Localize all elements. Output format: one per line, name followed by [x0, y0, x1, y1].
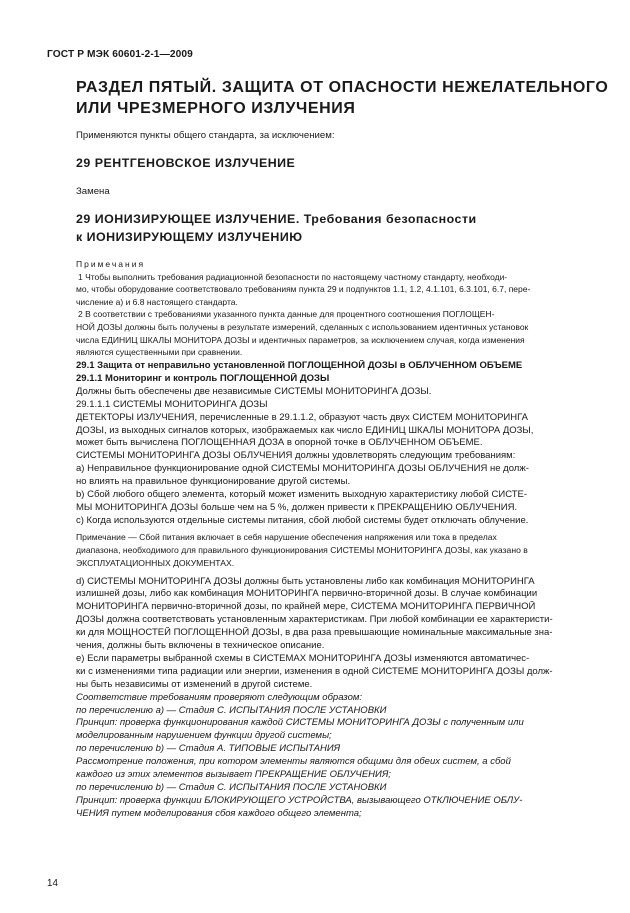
compliance-line: по перечислению b) — Стадия С. ИСПЫТАНИЯ ПОСЛЕ УСТАНОВКИ: [76, 782, 387, 793]
clause-heading: 29 РЕНТГЕНОВСКОЕ ИЗЛУЧЕНИЕ: [76, 156, 296, 170]
body-line: ДОЗЫ должна соответствовать установленным характеристикам. При любой комбинации ее характеристи-: [76, 614, 553, 626]
note-line: числа ЕДИНИЦ ШКАЛЫ МОНИТОРА ДОЗЫ и идентичных параметров, за исключением случая, когда изменения: [76, 334, 525, 345]
compliance-line: Рассмотрение положения, при котором элементы являются общими для обеих систем, а сбой: [76, 756, 511, 768]
section-intro: Применяются пункты общего стандарта, за исключением:: [76, 130, 335, 141]
compliance-line: Соответствие требованиям проверяют следующим образом:: [76, 691, 363, 703]
body-line: е) Если параметры выбранной схемы в СИСТЕМАХ МОНИТОРИНГА ДОЗЫ изменяются автоматичес-: [76, 652, 530, 664]
body-line: излишней дозы, либо как комбинация МОНИТОРИНГА первично-вторичной дозы. В случае комбинации: [76, 588, 538, 600]
body-line: d) СИСТЕМЫ МОНИТОРИНГА ДОЗЫ должны быть установлены либо как комбинация МОНИТОРИНГА: [76, 575, 535, 587]
body-line: чения, должны быть включены в техническое описание.: [76, 640, 325, 652]
body-line: МЫ МОНИТОРИНГА ДОЗЫ больше чем на 5 %, должен привести к ПРЕКРАЩЕНИЮ ОБЛУЧЕНИЯ.: [76, 501, 518, 513]
body-line: МОНИТОРИНГА первично-вторичной дозы, по крайней мере, СИСТЕМА МОНИТОРИНГА ПЕРВИЧНОЙ: [76, 601, 536, 613]
note-line: НОЙ ДОЗЫ должны быть получены в результате измерений, сделанных с использованием идентичных установок: [76, 321, 529, 332]
replace-label: Замена: [76, 186, 110, 197]
section-title: [76, 77, 609, 119]
notes-block: [76, 258, 582, 359]
subclause-heading: 29.1 Защита от неправильно установленной ПОГЛОЩЕННОЙ ДОЗЫ в ОБЛУЧЕННОМ ОБЪЕМЕ: [76, 360, 523, 371]
note-line: 2 В соответствии с требованиями указанного пункта данные для процентного соотношения ПОГЛОЩЕН-: [78, 309, 495, 320]
compliance-line: каждого из этих элементов вызывает ПРЕКРАЩЕНИЕ ОБЛУЧЕНИЯ;: [76, 769, 391, 781]
note-line: диапазона, необходимого для правильного функционирования СИСТЕМЫ МОНИТОРИНГА ДОЗЫ, как указано в: [76, 544, 528, 555]
page-number: 14: [47, 878, 58, 889]
note-line: Примечание — Сбой питания включает в себя нарушение обеспечения напряжения или тока в пределах: [76, 531, 497, 542]
compliance-line: ЧЕНИЯ путем моделирования сбоя каждого общего элемента;: [76, 807, 362, 819]
note-line: 1 Чтобы выполнить требования радиационной безопасности по настоящему частному стандарту, необходи-: [78, 271, 508, 282]
body-line: ки с изменениями типа радиации или энергии, изменения в одной СИСТЕМЕ МОНИТОРИНГА ДОЗЫ долж-: [76, 665, 553, 677]
subclause-heading: 29.1.1.1 СИСТЕМЫ МОНИТОРИНГА ДОЗЫ: [76, 398, 268, 410]
body-line: ДОЗЫ, из выходных сигналов которых, изображаемых как число ЕДИНИЦ ШКАЛЫ МОНИТОРА ДОЗЫ,: [76, 424, 534, 436]
body-line: ки для МОЩНОСТЕЙ ПОГЛОЩЕННОЙ ДОЗЫ, в два раза превышающие номинальные максимальные зна-: [76, 627, 553, 639]
note-line: являются существенными при сравнении.: [76, 347, 243, 358]
compliance-line: по перечислению а) — Стадия С. ИСПЫТАНИЯ ПОСЛЕ УСТАНОВКИ: [76, 704, 387, 716]
body-line: Должны быть обеспечены две независимые СИСТЕМЫ МОНИТОРИНГА ДОЗЫ.: [76, 385, 432, 397]
notes-label: Примечания: [76, 259, 146, 269]
compliance-line: Принцип: проверка функционирования каждой СИСТЕМЫ МОНИТОРИНГА ДОЗЫ с полученным или: [76, 717, 524, 729]
compliance-line: по перечислению b) — Стадия А. ТИПОВЫЕ ИСПЫТАНИЯ: [76, 743, 341, 755]
subclause-heading: 29.1.1 Мониторинг и контроль ПОГЛОЩЕННОЙ ДОЗЫ: [76, 372, 330, 384]
clause-new-heading-line: к ИОНИЗИРУЮЩЕМУ ИЗЛУЧЕНИЮ: [76, 230, 303, 244]
body-line: ДЕТЕКТОРЫ ИЗЛУЧЕНИЯ, перечисленные в 29.1.1.2, образуют часть двух СИСТЕМ МОНИТОРИНГА: [76, 411, 528, 423]
section-title-line: РАЗДЕЛ ПЯТЫЙ. ЗАЩИТА ОТ ОПАСНОСТИ НЕЖЕЛАТЕЛЬНОГО: [76, 79, 609, 96]
body-text: [76, 360, 582, 821]
body-line: с) Когда используются отдельные системы питания, сбой любой системы будет отключать облучение.: [76, 514, 529, 526]
body-line: но влиять на правильное функционирование другой системы.: [76, 476, 351, 488]
note-line: мо, чтобы оборудование соответствовало требованиям пункта 29 и подпунктов 1.1, 1.2, 4.1.101, 6.3.101, 6.7, пере-: [76, 284, 531, 295]
body-line: может быть вычислена ПОГЛОЩЕННАЯ ДОЗА в опорной точке в ОБЛУЧЕННОМ ОБЪЕМЕ.: [76, 437, 483, 449]
body-line: ны быть независимы от изменений в другой системе.: [76, 678, 313, 690]
note-line: ЭКСПЛУАТАЦИОННЫХ ДОКУМЕНТАХ.: [76, 557, 235, 568]
compliance-line: Принцип: проверка функции БЛОКИРУЮЩЕГО УСТРОЙСТВА, вызывающего ОТКЛЮЧЕНИЕ ОБЛУ-: [76, 794, 523, 806]
clause-new-heading-line: 29 ИОНИЗИРУЮЩЕЕ ИЗЛУЧЕНИЕ. Требования безопасности: [76, 212, 477, 226]
body-line: СИСТЕМЫ МОНИТОРИНГА ДОЗЫ ОБЛУЧЕНИЯ должны удовлетворять следующим требованиям:: [76, 450, 516, 462]
document-code: ГОСТ Р МЭК 60601-2-1—2009: [47, 49, 193, 60]
note-line: числение а) и 6.8 настоящего стандарта.: [76, 296, 238, 307]
section-title-line: ИЛИ ЧРЕЗМЕРНОГО ИЗЛУЧЕНИЯ: [76, 100, 356, 117]
body-line: b) Сбой любого общего элемента, который может изменить выходную характеристику любой СИСТЕ-: [76, 489, 528, 501]
body-line: а) Неправильное функционирование одной СИСТЕМЫ МОНИТОРИНГА ДОЗЫ ОБЛУЧЕНИЯ не долж-: [76, 463, 529, 475]
compliance-line: моделированным нарушением функции другой системы;: [76, 730, 332, 742]
